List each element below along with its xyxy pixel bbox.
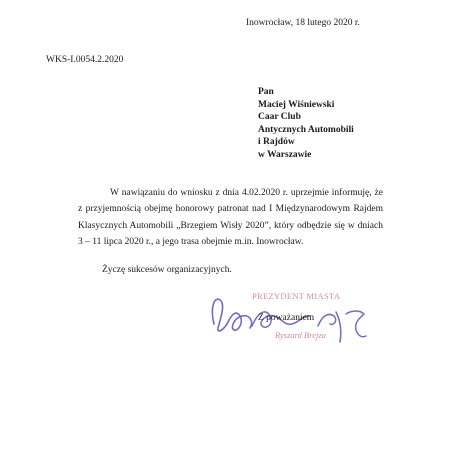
recipient-title: Pan (258, 87, 274, 97)
stamp-title: PREZYDENT MIASTA (252, 291, 341, 301)
date-line: Inowrocław, 18 lutego 2020 r. (246, 18, 360, 28)
recipient-org-line-3: i Rajdów (258, 137, 295, 148)
recipient-name: Maciej Wiśniewski (258, 99, 335, 110)
stamp-name: Ryszard Brejza (275, 330, 326, 340)
regards-line: Z poważaniem (258, 313, 315, 323)
body-paragraph (78, 185, 383, 251)
recipient-block (258, 86, 354, 162)
recipient-org-line-2: Antycznych Automobili (258, 124, 354, 135)
closing-line: Życzę sukcesów organizacyjnych. (102, 265, 232, 275)
recipient-org-line-1: Caar Club (258, 112, 301, 123)
body-text: W nawiązaniu do wniosku z dnia 4.02.2020 r. uprzejmie informuję, że z przyjemnością obejmę honorowy patronat nad I Międzynarodowym Rajdem Klasycznych Automobili „Brzegiem Wisły 2020”, który odbędzie się w dniach 3 – 11 lipca 2020 r., a jego trasa obejmie m.in. Inowrocław. (78, 188, 383, 248)
recipient-city: w Warszawie (258, 149, 312, 160)
reference-number: WKS-I.0054.2.2020 (46, 55, 124, 65)
